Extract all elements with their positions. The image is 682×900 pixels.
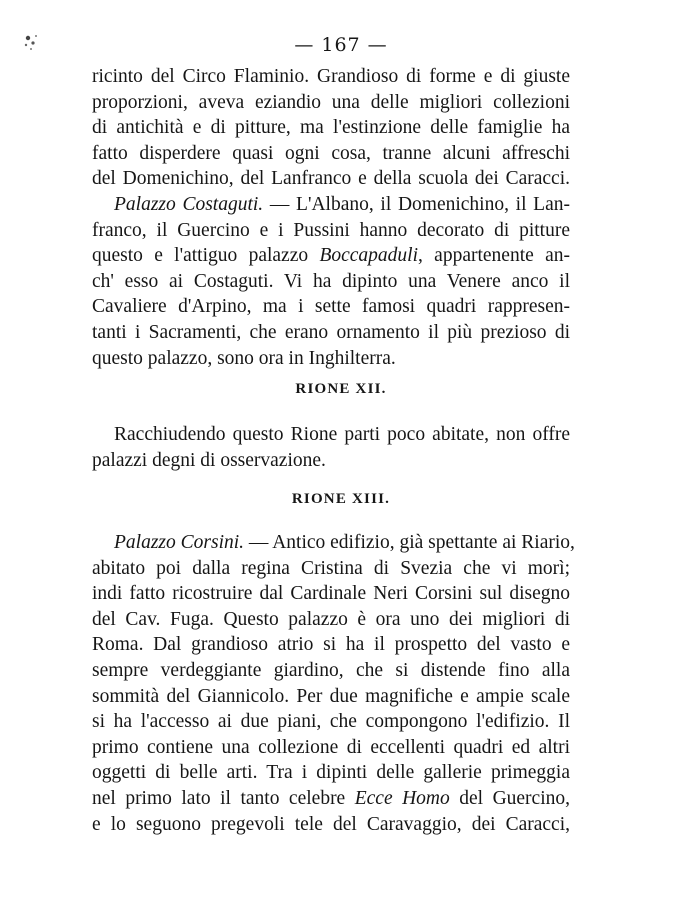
section-heading-rione-xiii: RIONE XIII. [291, 491, 391, 507]
text-span: , appartenente an- [418, 245, 570, 267]
text-line: indi fatto ricostruire dal Cardinale Neri Corsini sul disegno [92, 583, 570, 605]
text-line: Racchiudendo questo Rione parti poco abitate, non offre [114, 424, 570, 445]
text-line: e lo seguono pregevoli tele del Caravaggio, dei Caracci, [92, 813, 570, 835]
text-line: Roma. Dal grandioso atrio si ha il prospetto del vasto e [92, 634, 570, 656]
text-line: del Domenichino, del Lanfranco e della scuola dei Caracci. [92, 168, 570, 190]
text-line: sommità del Giannicolo. Per due magnifiche e ampie scale [92, 685, 570, 707]
text-span: — L'Albano, il Domenichino, il Lan- [263, 194, 570, 215]
text-line: proporzioni, aveva eziandio una delle migliori collezioni [92, 91, 570, 113]
text-span: — Antico edifizio, già spettante ai Riario, [244, 532, 575, 553]
text-line: ricinto del Circo Flaminio. Grandioso di forme e di giuste [92, 66, 570, 87]
text-line [92, 192, 570, 218]
section-heading-rione-xii: RIONE XII. [295, 381, 387, 397]
text-line: di antichità e di pitture, ma l'estinzione delle famiglie ha [92, 117, 570, 139]
text-span: nel primo lato il tanto celebre [92, 787, 355, 809]
entry-title: Palazzo Corsini. [114, 532, 245, 553]
text-line: questo palazzo, sono ora in Inghilterra. [92, 347, 396, 369]
text-line: Cavaliere d'Arpino, ma i sette famosi quadri rappresen- [92, 296, 570, 318]
text-span: del Guercino, [449, 787, 571, 809]
text-line: ch' esso ai Costaguti. Vi ha dipinto una Venere anco il [92, 270, 570, 292]
text-line: palazzi degni di osservazione. [92, 449, 326, 471]
text-line: fatto disperdere quasi ogni cosa, tranne alcuni affreschi [92, 142, 570, 164]
entry-title: Palazzo Costaguti. [114, 194, 264, 215]
italic-name: Ecce Homo [354, 787, 450, 809]
paragraph-rione-xii [92, 422, 570, 473]
text-line: franco, il Guercino e i Pussini hanno decorato di pitture [92, 219, 570, 241]
text-line: oggetti di belle arti. Tra i dipinti delle gallerie primeggia [92, 762, 570, 784]
text-line: abitato poi dalla regina Cristina di Svezia che vi morì; [92, 557, 570, 579]
italic-name: Boccapaduli [319, 245, 418, 267]
text-line: si ha l'accesso ai due piani, che compongono l'edifizio. Il [92, 711, 570, 733]
text-line [92, 243, 570, 269]
text-line [92, 530, 575, 556]
text-line: primo contiene una collezione di eccellenti quadri ed altri [92, 736, 570, 758]
page-number: — 167 — [294, 34, 388, 56]
text-span: questo e l'attiguo palazzo [92, 245, 320, 267]
paragraph-continuation [92, 64, 570, 192]
paragraph-palazzo-costaguti [92, 192, 570, 371]
text-line: sempre verdeggiante giardino, che si distende fino alla [92, 659, 570, 681]
text-line [92, 786, 570, 812]
text-line: tanti i Sacramenti, che erano ornamento il più prezioso di [92, 321, 570, 343]
text-line: del Cav. Fuga. Questo palazzo è ora uno dei migliori di [92, 608, 570, 630]
paragraph-palazzo-corsini [92, 530, 575, 837]
